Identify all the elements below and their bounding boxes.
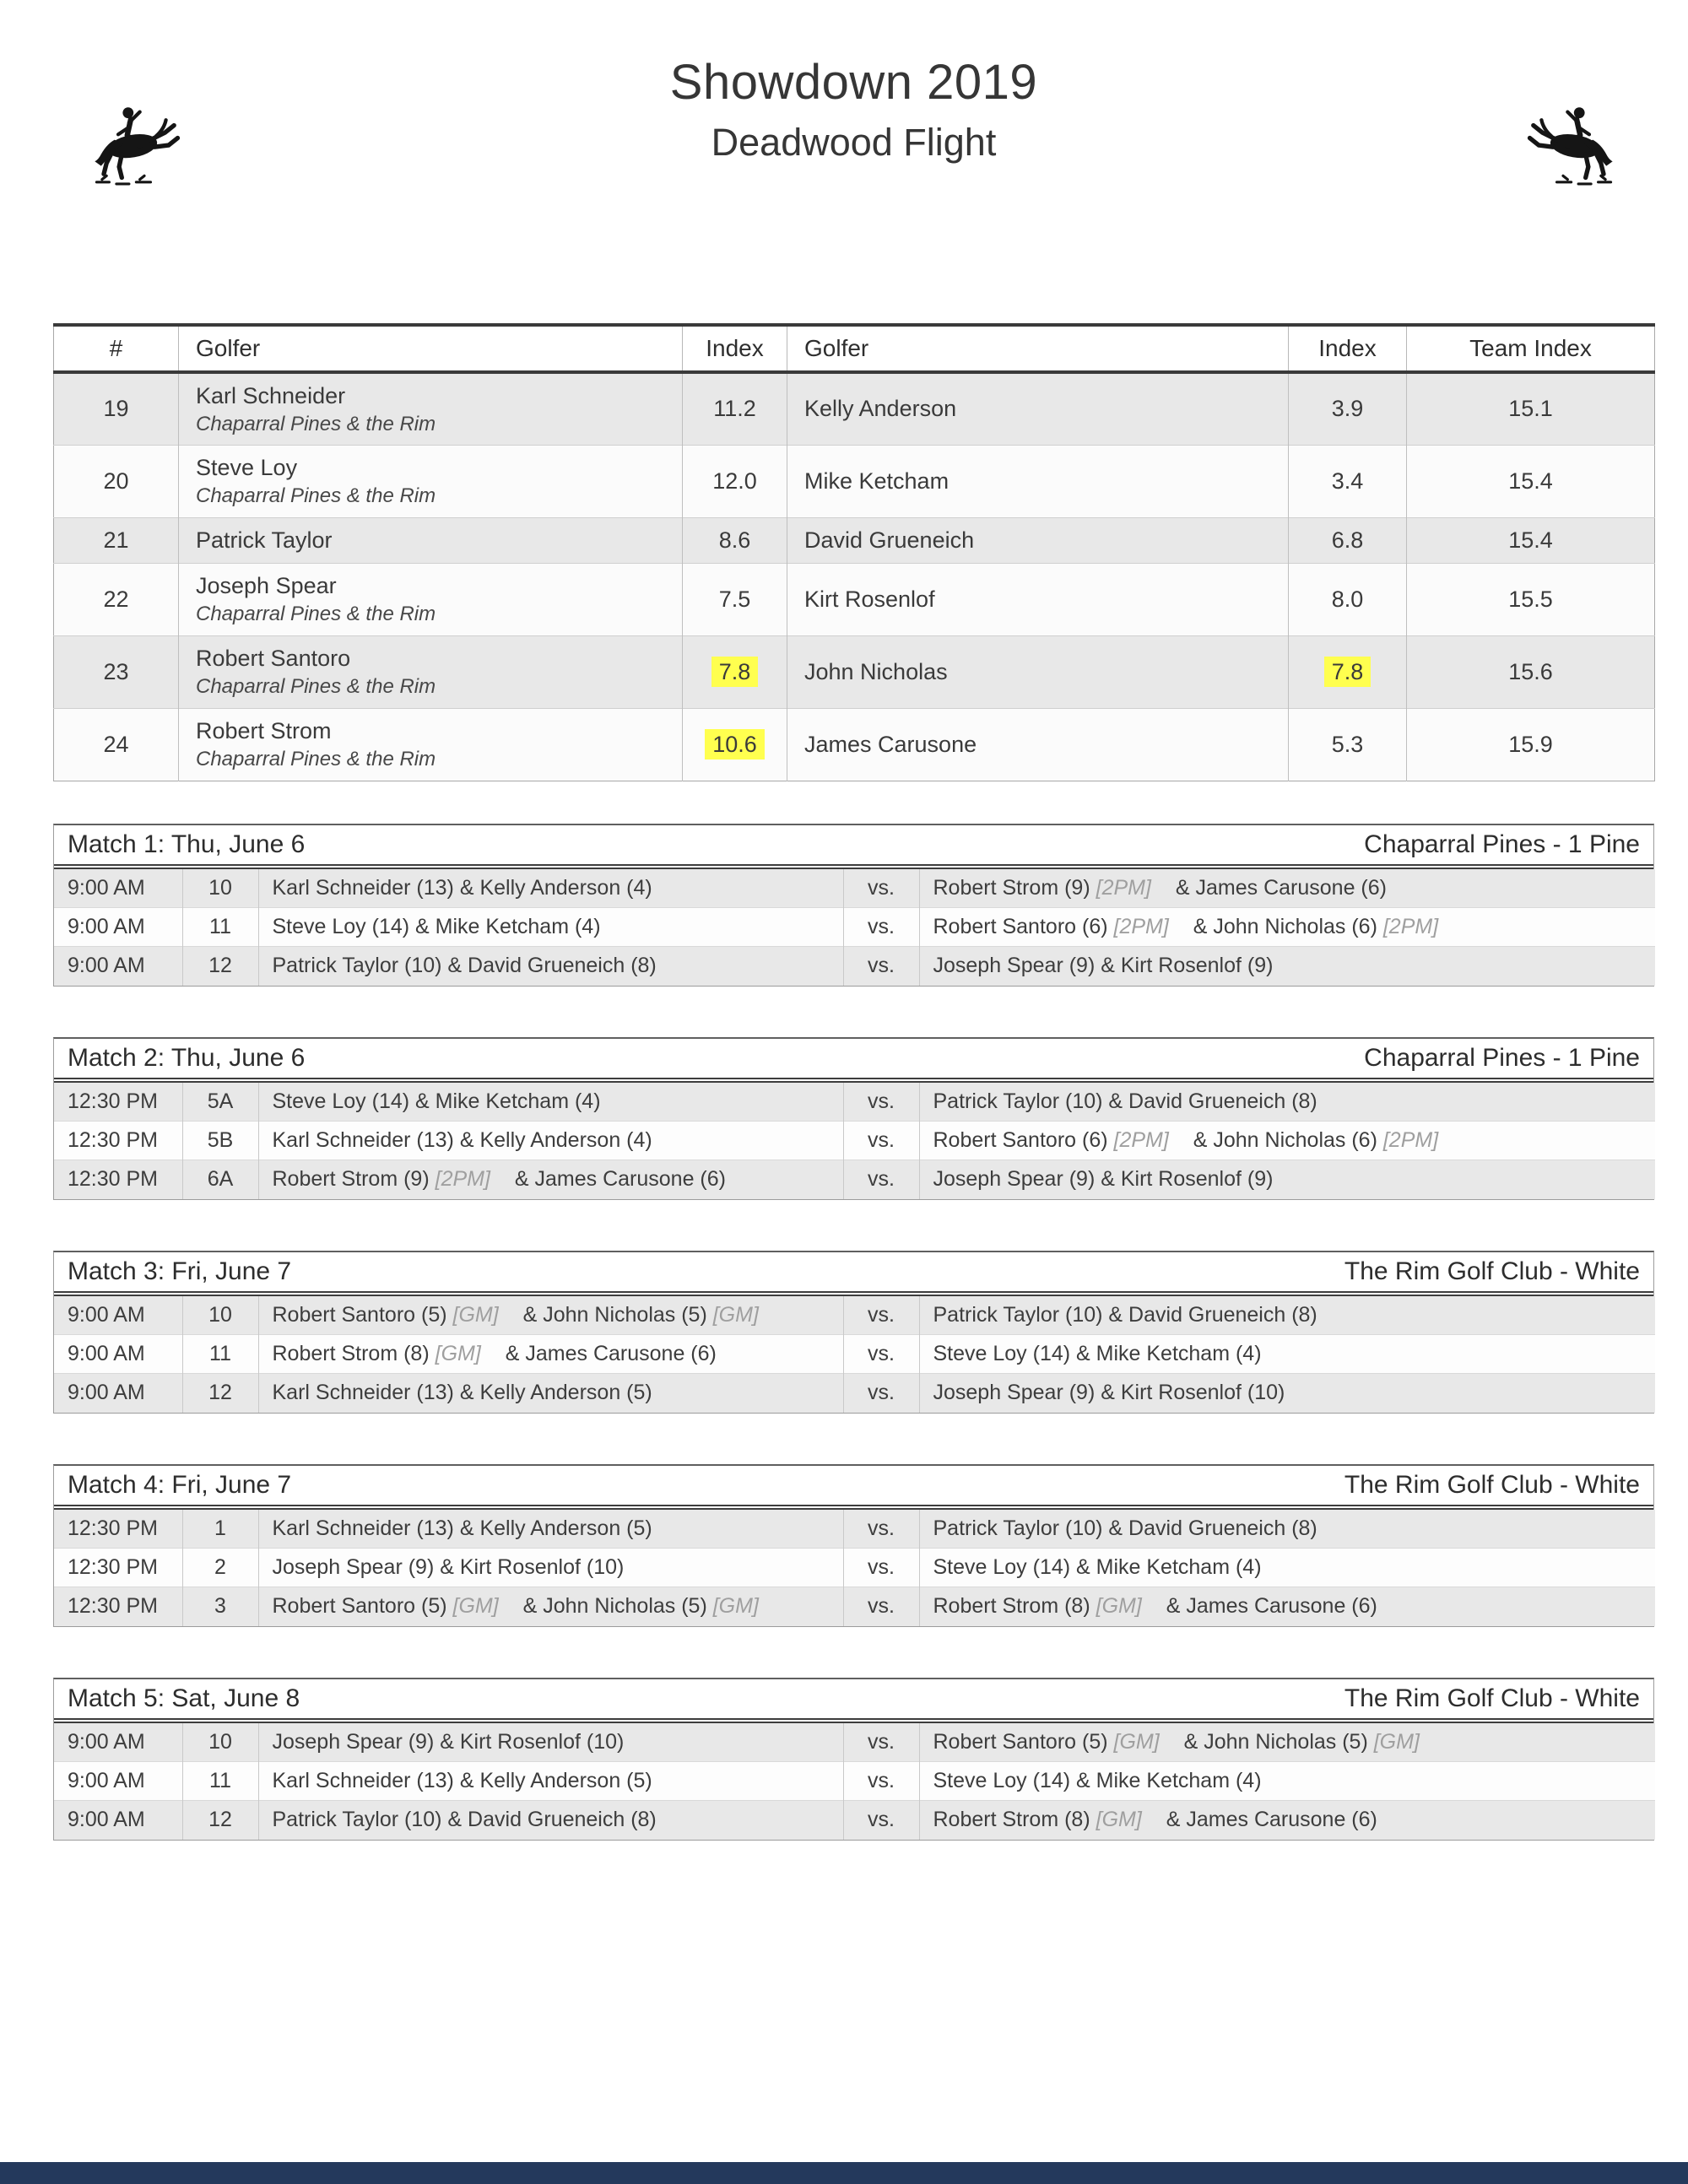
- match-row: [54, 1374, 1655, 1413]
- player-pair-text: Robert Santoro (5): [933, 1729, 1108, 1754]
- match-title: Match 1: Thu, June 6: [68, 830, 306, 858]
- match-location: The Rim Golf Club - White: [1344, 1684, 1640, 1712]
- tee-time-note: [2PM]: [1113, 1128, 1169, 1152]
- tee-time-note: [2PM]: [435, 1167, 490, 1192]
- match-row: [54, 1762, 1655, 1801]
- tee-time-note: [2PM]: [1113, 915, 1169, 938]
- player-pair-text: Karl Schneider (13) & Kelly Anderson (5): [272, 1769, 652, 1792]
- tee-time-note: [GM]: [1113, 1729, 1160, 1754]
- player-pair-text: & John Nicholas (6): [1193, 915, 1377, 938]
- index-cell: [1289, 517, 1407, 563]
- tee-number-cell: 12: [182, 1801, 258, 1840]
- index-cell: [683, 372, 787, 445]
- match-schedule-table: [54, 1296, 1655, 1413]
- golfer-name: Steve Loy: [196, 455, 298, 480]
- tee-time-cell: 12:30 PM: [54, 1122, 182, 1160]
- pair-number-cell: 19: [54, 372, 179, 445]
- highlighted-index-value: 10.6: [705, 729, 765, 760]
- team-cell: [258, 1083, 843, 1122]
- index-value: 8.0: [1331, 586, 1364, 612]
- match-location: The Rim Golf Club - White: [1344, 1470, 1640, 1499]
- index-cell: [683, 635, 787, 708]
- golfer-cell: [787, 517, 1289, 563]
- golfer-name: John Nicholas: [804, 658, 948, 684]
- match-section: [53, 824, 1654, 987]
- tee-time-note: [2PM]: [1382, 1128, 1439, 1152]
- tee-time-cell: 9:00 AM: [54, 1374, 182, 1413]
- player-pair-text: & James Carusone (6): [514, 1167, 726, 1192]
- player-pair-text: & James Carusone (6): [1175, 875, 1387, 900]
- team-cell: [258, 869, 843, 908]
- tee-time-note: [GM]: [452, 1302, 499, 1327]
- page-subtitle: Deadwood Flight: [711, 121, 997, 164]
- tee-time-note: [GM]: [1373, 1729, 1420, 1754]
- vs-label: vs.: [843, 1549, 919, 1587]
- match-title: Match 5: Sat, June 8: [68, 1684, 300, 1712]
- golfer-club: Chaparral Pines & the Rim: [196, 412, 436, 435]
- player-pair-text: Patrick Taylor (10) & David Grueneich (8): [933, 1089, 1317, 1113]
- index-cell: [683, 708, 787, 781]
- vs-label: vs.: [843, 1335, 919, 1374]
- col-golfer-2: Golfer: [787, 325, 1289, 372]
- tee-time-cell: 12:30 PM: [54, 1160, 182, 1199]
- golfer-cell: [787, 708, 1289, 781]
- tee-time-cell: 12:30 PM: [54, 1549, 182, 1587]
- match-sections: [53, 824, 1654, 1841]
- golfer-cell: [179, 708, 683, 781]
- pair-number-cell: 22: [54, 563, 179, 635]
- tee-time-cell: 12:30 PM: [54, 1587, 182, 1626]
- player-pair-text: Robert Strom (8): [933, 1808, 1090, 1832]
- team-cell: [258, 1723, 843, 1762]
- team-cell: [919, 1762, 1655, 1801]
- player-pair-text: Karl Schneider (13) & Kelly Anderson (5): [272, 1381, 652, 1405]
- match-row: [54, 1335, 1655, 1374]
- team-cell: [919, 869, 1655, 908]
- team-index-cell: 15.4: [1407, 445, 1655, 517]
- index-value: 3.9: [1331, 396, 1364, 422]
- match-row: [54, 1801, 1655, 1840]
- team-cell: [919, 908, 1655, 947]
- pair-number-cell: 20: [54, 445, 179, 517]
- match-title: Match 4: Fri, June 7: [68, 1470, 292, 1499]
- player-pair-text: & James Carusone (6): [1166, 1594, 1377, 1619]
- match-location: Chaparral Pines - 1 Pine: [1364, 1043, 1640, 1072]
- golfer-name: Mike Ketcham: [804, 468, 950, 494]
- tee-number-cell: 10: [182, 869, 258, 908]
- tee-time-note: [GM]: [435, 1342, 481, 1365]
- roster-row: [54, 372, 1655, 445]
- col-index-2: Index: [1289, 325, 1407, 372]
- col-team-index: Team Index: [1407, 325, 1655, 372]
- tee-time-cell: 9:00 AM: [54, 1335, 182, 1374]
- team-cell: [919, 1122, 1655, 1160]
- bucking-horse-icon: [1523, 95, 1631, 194]
- team-cell: [258, 947, 843, 986]
- player-pair-text: Robert Santoro (6): [933, 915, 1108, 938]
- golfer-cell: [787, 563, 1289, 635]
- roster-row: [54, 635, 1655, 708]
- vs-label: vs.: [843, 1083, 919, 1122]
- tee-number-cell: 1: [182, 1510, 258, 1549]
- golfer-club: Chaparral Pines & the Rim: [196, 603, 436, 625]
- index-value: 3.4: [1331, 468, 1364, 494]
- player-pair-text: Patrick Taylor (10) & David Grueneich (8): [272, 1808, 657, 1832]
- golfer-cell: [179, 635, 683, 708]
- player-pair-text: Joseph Spear (9) & Kirt Rosenlof (10): [933, 1381, 1285, 1405]
- match-row: [54, 1122, 1655, 1160]
- match-row: [54, 1296, 1655, 1335]
- match-title: Match 3: Fri, June 7: [68, 1257, 292, 1285]
- player-pair-text: Steve Loy (14) & Mike Ketcham (4): [272, 1089, 601, 1113]
- vs-label: vs.: [843, 1762, 919, 1801]
- pair-number-cell: 21: [54, 517, 179, 563]
- vs-label: vs.: [843, 1296, 919, 1335]
- index-value: 7.5: [718, 586, 751, 612]
- tee-number-cell: 6A: [182, 1160, 258, 1199]
- index-cell: [683, 563, 787, 635]
- player-pair-text: Steve Loy (14) & Mike Ketcham (4): [933, 1769, 1262, 1792]
- player-pair-text: & James Carusone (6): [1166, 1808, 1377, 1832]
- tee-time-cell: 9:00 AM: [54, 1762, 182, 1801]
- vs-label: vs.: [843, 1723, 919, 1762]
- golfer-name: Kirt Rosenlof: [804, 586, 935, 612]
- golfer-name: Robert Santoro: [196, 646, 351, 671]
- highlighted-index-value: 7.8: [711, 657, 759, 687]
- tee-time-cell: 9:00 AM: [54, 869, 182, 908]
- tee-time-cell: 9:00 AM: [54, 908, 182, 947]
- match-header: [54, 1679, 1653, 1723]
- team-index-cell: 15.1: [1407, 372, 1655, 445]
- tee-time-cell: 9:00 AM: [54, 1296, 182, 1335]
- player-pair-text: Steve Loy (14) & Mike Ketcham (4): [272, 915, 601, 938]
- roster-row: [54, 445, 1655, 517]
- player-pair-text: & John Nicholas (5): [522, 1302, 707, 1327]
- team-cell: [919, 1335, 1655, 1374]
- tee-number-cell: 12: [182, 947, 258, 986]
- match-row: [54, 1083, 1655, 1122]
- tee-time-note: [2PM]: [1382, 915, 1439, 938]
- player-pair-text: Robert Santoro (5): [272, 1302, 447, 1327]
- player-pair-text: Joseph Spear (9) & Kirt Rosenlof (10): [272, 1555, 625, 1579]
- match-section: [53, 1251, 1654, 1414]
- player-pair-text: & James Carusone (6): [505, 1342, 717, 1365]
- vs-label: vs.: [843, 908, 919, 947]
- player-pair-text: Karl Schneider (13) & Kelly Anderson (4): [272, 875, 652, 900]
- match-row: [54, 1160, 1655, 1199]
- tee-number-cell: 12: [182, 1374, 258, 1413]
- golfer-cell: [179, 445, 683, 517]
- player-pair-text: Patrick Taylor (10) & David Grueneich (8): [933, 1516, 1317, 1540]
- player-pair-text: Robert Santoro (6): [933, 1128, 1108, 1152]
- team-index-cell: 15.6: [1407, 635, 1655, 708]
- tee-time-cell: 9:00 AM: [54, 1723, 182, 1762]
- team-cell: [258, 1160, 843, 1199]
- tee-time-note: [GM]: [452, 1594, 499, 1619]
- index-value: 12.0: [712, 468, 757, 494]
- team-cell: [919, 1083, 1655, 1122]
- match-row: [54, 908, 1655, 947]
- match-section: [53, 1037, 1654, 1200]
- golfer-name: David Grueneich: [804, 527, 975, 553]
- tee-number-cell: 10: [182, 1723, 258, 1762]
- golfer-cell: [787, 445, 1289, 517]
- roster-row: [54, 517, 1655, 563]
- document-page: [53, 0, 1654, 1891]
- col-pair-number: #: [54, 325, 179, 372]
- player-pair-text: Robert Strom (8): [272, 1342, 430, 1365]
- match-row: [54, 1549, 1655, 1587]
- tee-time-cell: 12:30 PM: [54, 1083, 182, 1122]
- player-pair-text: & John Nicholas (6): [1193, 1128, 1377, 1152]
- golfer-cell: [179, 517, 683, 563]
- vs-label: vs.: [843, 1801, 919, 1840]
- team-cell: [258, 908, 843, 947]
- tee-number-cell: 11: [182, 908, 258, 947]
- match-header: [54, 1466, 1653, 1510]
- match-section: [53, 1678, 1654, 1841]
- index-cell: [1289, 563, 1407, 635]
- match-location: The Rim Golf Club - White: [1344, 1257, 1640, 1285]
- player-pair-text: Joseph Spear (9) & Kirt Rosenlof (9): [933, 954, 1274, 978]
- tee-time-note: [GM]: [712, 1594, 759, 1619]
- match-schedule-table: [54, 869, 1655, 986]
- match-row: [54, 1723, 1655, 1762]
- index-value: 5.3: [1331, 731, 1364, 757]
- match-schedule-table: [54, 1723, 1655, 1840]
- page-header: [53, 0, 1654, 323]
- golfer-name: James Carusone: [804, 731, 977, 757]
- tee-time-cell: 12:30 PM: [54, 1510, 182, 1549]
- team-index-cell: 15.9: [1407, 708, 1655, 781]
- roster-row: [54, 708, 1655, 781]
- index-value: 8.6: [718, 527, 751, 553]
- tee-time-cell: 9:00 AM: [54, 947, 182, 986]
- tee-time-note: [GM]: [712, 1302, 759, 1327]
- vs-label: vs.: [843, 1587, 919, 1626]
- team-cell: [919, 1801, 1655, 1840]
- match-row: [54, 1510, 1655, 1549]
- golfer-cell: [787, 372, 1289, 445]
- team-cell: [919, 1160, 1655, 1199]
- golfer-name: Patrick Taylor: [196, 527, 333, 553]
- golfer-cell: [179, 563, 683, 635]
- tee-number-cell: 10: [182, 1296, 258, 1335]
- team-index-cell: 15.5: [1407, 563, 1655, 635]
- match-location: Chaparral Pines - 1 Pine: [1364, 830, 1640, 858]
- player-pair-text: Joseph Spear (9) & Kirt Rosenlof (9): [933, 1167, 1274, 1192]
- player-pair-text: Steve Loy (14) & Mike Ketcham (4): [933, 1555, 1262, 1579]
- golfer-club: Chaparral Pines & the Rim: [196, 484, 436, 507]
- index-cell: [1289, 708, 1407, 781]
- team-cell: [258, 1296, 843, 1335]
- index-cell: [1289, 635, 1407, 708]
- match-title: Match 2: Thu, June 6: [68, 1043, 306, 1072]
- team-cell: [919, 947, 1655, 986]
- col-index-1: Index: [683, 325, 787, 372]
- tee-number-cell: 5B: [182, 1122, 258, 1160]
- page-title: Showdown 2019: [669, 55, 1038, 110]
- roster-row: [54, 563, 1655, 635]
- player-pair-text: Joseph Spear (9) & Kirt Rosenlof (10): [272, 1729, 625, 1754]
- match-row: [54, 1587, 1655, 1626]
- team-cell: [919, 1296, 1655, 1335]
- player-pair-text: & John Nicholas (5): [1183, 1729, 1368, 1754]
- team-cell: [258, 1510, 843, 1549]
- index-cell: [683, 445, 787, 517]
- player-pair-text: Robert Santoro (5): [272, 1594, 447, 1619]
- team-index-cell: 15.4: [1407, 517, 1655, 563]
- team-cell: [258, 1587, 843, 1626]
- vs-label: vs.: [843, 869, 919, 908]
- footer-accent-bar: [0, 2162, 1688, 2184]
- tee-number-cell: 2: [182, 1549, 258, 1587]
- player-pair-text: & John Nicholas (5): [522, 1594, 707, 1619]
- pair-number-cell: 23: [54, 635, 179, 708]
- tee-number-cell: 5A: [182, 1083, 258, 1122]
- match-schedule-table: [54, 1083, 1655, 1199]
- match-row: [54, 869, 1655, 908]
- match-header: [54, 1039, 1653, 1083]
- roster-header-row: [54, 325, 1655, 372]
- team-cell: [919, 1587, 1655, 1626]
- team-cell: [258, 1374, 843, 1413]
- index-cell: [1289, 445, 1407, 517]
- tee-time-note: [2PM]: [1096, 875, 1151, 900]
- tee-number-cell: 11: [182, 1335, 258, 1374]
- index-cell: [683, 517, 787, 563]
- match-schedule-table: [54, 1510, 1655, 1626]
- team-cell: [258, 1762, 843, 1801]
- golfer-club: Chaparral Pines & the Rim: [196, 748, 436, 770]
- match-row: [54, 947, 1655, 986]
- player-pair-text: Robert Strom (9): [272, 1167, 430, 1192]
- player-pair-text: Patrick Taylor (10) & David Grueneich (8): [272, 954, 657, 978]
- match-header: [54, 825, 1653, 869]
- player-pair-text: Patrick Taylor (10) & David Grueneich (8): [933, 1302, 1317, 1327]
- match-header: [54, 1252, 1653, 1296]
- vs-label: vs.: [843, 1510, 919, 1549]
- vs-label: vs.: [843, 947, 919, 986]
- team-cell: [919, 1723, 1655, 1762]
- golfer-cell: [787, 635, 1289, 708]
- team-cell: [258, 1335, 843, 1374]
- golfer-name: Karl Schneider: [196, 382, 346, 408]
- tee-time-cell: 9:00 AM: [54, 1801, 182, 1840]
- team-cell: [919, 1549, 1655, 1587]
- player-pair-text: Robert Strom (9): [933, 875, 1090, 900]
- team-cell: [919, 1374, 1655, 1413]
- index-value: 11.2: [713, 396, 756, 422]
- team-cell: [919, 1510, 1655, 1549]
- golfer-club: Chaparral Pines & the Rim: [196, 675, 436, 698]
- tee-time-note: [GM]: [1096, 1808, 1142, 1832]
- tee-time-note: [GM]: [1096, 1594, 1142, 1619]
- index-value: 6.8: [1331, 527, 1364, 553]
- golfer-cell: [179, 372, 683, 445]
- golfer-name: Robert Strom: [196, 718, 332, 743]
- player-pair-text: Steve Loy (14) & Mike Ketcham (4): [933, 1342, 1262, 1365]
- col-golfer-1: Golfer: [179, 325, 683, 372]
- golfer-name: Kelly Anderson: [804, 396, 957, 422]
- team-cell: [258, 1549, 843, 1587]
- highlighted-index-value: 7.8: [1324, 657, 1372, 687]
- vs-label: vs.: [843, 1160, 919, 1199]
- player-pair-text: Robert Strom (8): [933, 1594, 1090, 1619]
- vs-label: vs.: [843, 1122, 919, 1160]
- golfer-name: Joseph Spear: [196, 573, 337, 598]
- match-section: [53, 1464, 1654, 1627]
- player-pair-text: Karl Schneider (13) & Kelly Anderson (5): [272, 1516, 652, 1540]
- tee-number-cell: 11: [182, 1762, 258, 1801]
- bucking-horse-icon: [77, 95, 185, 194]
- index-cell: [1289, 372, 1407, 445]
- pair-number-cell: 24: [54, 708, 179, 781]
- vs-label: vs.: [843, 1374, 919, 1413]
- player-pair-text: Karl Schneider (13) & Kelly Anderson (4): [272, 1128, 652, 1152]
- tee-number-cell: 3: [182, 1587, 258, 1626]
- team-cell: [258, 1122, 843, 1160]
- team-cell: [258, 1801, 843, 1840]
- roster-body: [54, 372, 1655, 781]
- roster-table: [53, 323, 1655, 781]
